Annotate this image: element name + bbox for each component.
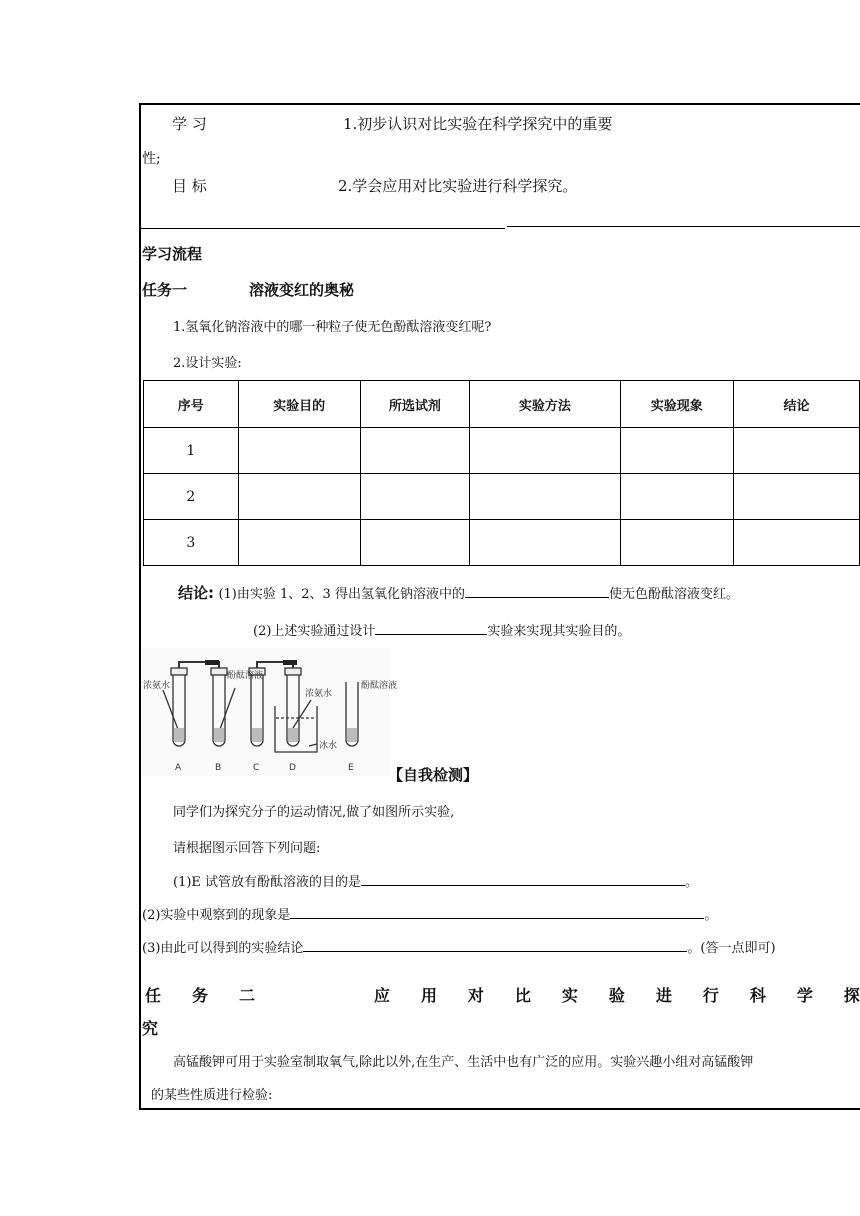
- page-frame: [139, 103, 860, 1110]
- tube-letter: B: [215, 763, 222, 773]
- q1-text: (1)E 试管放有酚酞溶液的目的是: [173, 875, 362, 890]
- table-cell[interactable]: [620, 520, 733, 566]
- task2-title-char: 探: [843, 986, 860, 1005]
- table-cell[interactable]: [733, 428, 859, 474]
- conclusion-2-text: (2)上述实验通过设计: [253, 624, 376, 639]
- table-cell[interactable]: [238, 428, 360, 474]
- objective-item-1-cont: 性;: [142, 151, 161, 167]
- self-check-title: 【自我检测】: [388, 766, 479, 784]
- task2-title-cont: 究: [142, 1019, 159, 1038]
- table-cell[interactable]: [360, 474, 469, 520]
- table-row: [144, 428, 860, 474]
- tube-letter: D: [289, 763, 296, 773]
- task2-title-char: 比: [514, 986, 531, 1005]
- table-row: [144, 474, 860, 520]
- task2-title-char: 二: [238, 986, 255, 1005]
- task1-question-1: 1.氢氧化钠溶液中的哪一种粒子使无色酚酞溶液变红呢?: [173, 320, 492, 335]
- experiment-table: [143, 380, 860, 566]
- figure-label: 酚酞溶液: [227, 671, 264, 681]
- table-cell[interactable]: [470, 520, 621, 566]
- self-check-intro-2: 请根据图示回答下列问题:: [173, 841, 321, 856]
- q1-tail: 。: [685, 875, 699, 890]
- task2-title-char: 对: [467, 986, 484, 1005]
- tube-letter: A: [175, 763, 182, 773]
- task2-title-char: 进: [655, 986, 672, 1005]
- conclusion-label: 结论:: [178, 584, 214, 602]
- objectives-label-2: 目 标: [172, 177, 207, 195]
- table-cell[interactable]: [470, 474, 621, 520]
- task2-title-char: 任: [145, 986, 162, 1005]
- table-cell[interactable]: [360, 428, 469, 474]
- table-cell[interactable]: [360, 520, 469, 566]
- divider-left: [141, 228, 505, 229]
- task1-title: 任务一: [142, 281, 188, 299]
- task1-subtitle: 溶液变红的奥秘: [249, 281, 355, 299]
- table-header-cell: 序号: [144, 381, 239, 428]
- task2-title: [145, 983, 860, 1006]
- q1-blank[interactable]: [361, 871, 685, 886]
- q2-blank[interactable]: [290, 904, 704, 919]
- conclusion-2-blank[interactable]: [375, 620, 487, 635]
- experiment-figure: [141, 648, 398, 776]
- table-cell[interactable]: [620, 474, 733, 520]
- figure-label: 冰水: [319, 741, 338, 751]
- table-header-cell: 结论: [733, 381, 859, 428]
- conclusion-line-1: [178, 582, 739, 603]
- table-cell[interactable]: [733, 474, 859, 520]
- q3-tail: 。(答一点即可): [687, 941, 776, 956]
- table-cell[interactable]: [238, 474, 360, 520]
- table-cell: 3: [144, 520, 239, 566]
- table-header-cell: 所选试剂: [360, 381, 469, 428]
- task2-title-char: 行: [702, 986, 719, 1005]
- table-header-cell: 实验目的: [238, 381, 360, 428]
- task2-title-char: 应: [373, 986, 390, 1005]
- test-tubes-diagram: [141, 648, 398, 776]
- tube-letter: E: [348, 763, 354, 773]
- q3-blank[interactable]: [303, 937, 687, 952]
- table-cell: 1: [144, 428, 239, 474]
- self-check-q2: [142, 904, 717, 923]
- objectives-label-1: 学 习: [172, 115, 207, 133]
- table-cell[interactable]: [470, 428, 621, 474]
- q3-text: (3)由此可以得到的实验结论: [142, 941, 304, 956]
- table-cell[interactable]: [238, 520, 360, 566]
- q2-text: (2)实验中观察到的现象是: [142, 908, 291, 923]
- task2-title-char: 务: [191, 986, 208, 1005]
- divider-right: [507, 226, 860, 227]
- self-check-q3: [142, 937, 776, 956]
- conclusion-1-text: (1)由实验 1、2、3 得出氢氧化钠溶液中的: [218, 587, 465, 602]
- figure-label: 浓氨水: [143, 681, 171, 691]
- flow-title: 学习流程: [142, 245, 203, 263]
- table-cell[interactable]: [620, 428, 733, 474]
- objective-item-2: 2.学会应用对比实验进行科学探究。: [338, 177, 578, 195]
- self-check-intro-1: 同学们为探究分子的运动情况,做了如图所示实验,: [173, 805, 455, 820]
- conclusion-1-blank[interactable]: [465, 583, 609, 598]
- task1-question-2: 2.设计实验:: [173, 356, 242, 371]
- conclusion-2-tail: 实验来实现其实验目的。: [487, 624, 631, 639]
- table-cell: 2: [144, 474, 239, 520]
- task2-title-char: 验: [608, 986, 625, 1005]
- table-header-row: [144, 381, 860, 428]
- task2-title-char: 用: [420, 986, 437, 1005]
- table-header-cell: 实验方法: [470, 381, 621, 428]
- task2-title-char: 学: [796, 986, 813, 1005]
- task2-paragraph-1: 高锰酸钾可用于实验室制取氧气,除此以外,在生产、生活中也有广泛的应用。实验兴趣小组对高锰酸钾: [173, 1055, 754, 1070]
- table-row: [144, 520, 860, 566]
- conclusion-1-tail: 使无色酚酞溶液变红。: [608, 587, 739, 602]
- figure-label: 酚酞溶液: [361, 681, 398, 691]
- task2-paragraph-2: 的某些性质进行检验:: [151, 1088, 273, 1103]
- tube-letter: C: [253, 763, 260, 773]
- task2-title-char: 实: [561, 986, 578, 1005]
- self-check-q1: [173, 871, 698, 890]
- q2-tail: 。: [704, 908, 718, 923]
- task2-title-char: 科: [749, 986, 766, 1005]
- figure-label: 浓氨水: [305, 689, 333, 699]
- table-cell[interactable]: [733, 520, 859, 566]
- conclusion-line-2: [253, 620, 630, 639]
- table-header-cell: 实验现象: [620, 381, 733, 428]
- objective-item-1: 1.初步认识对比实验在科学探究中的重要: [343, 115, 613, 133]
